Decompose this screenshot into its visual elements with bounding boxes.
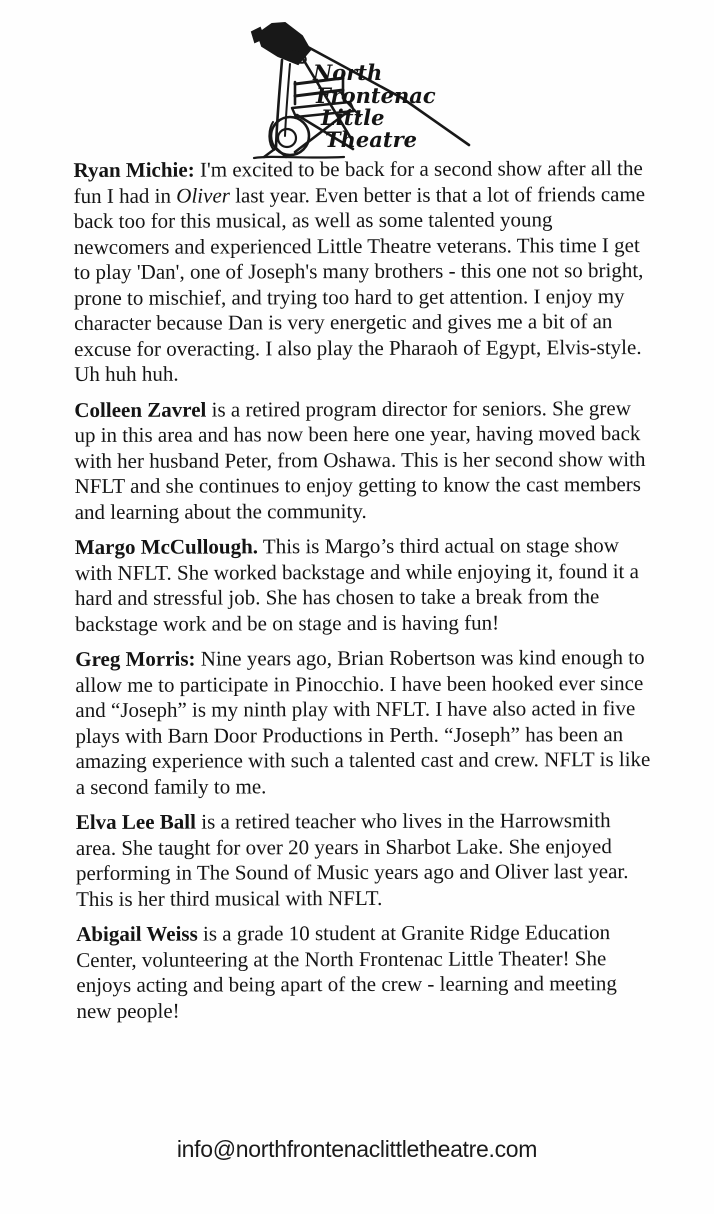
bio-name: Abigail Weiss [76, 921, 198, 947]
show-title-oliver: Oliver [176, 182, 230, 208]
bio-text: I'm excited to be back for a second show after all the fun I had in [73, 156, 643, 208]
bio-greg-morris [75, 645, 654, 800]
nflt-logo [240, 16, 490, 166]
bio-name: Margo McCullough. [74, 534, 259, 560]
bio-ryan-michie [73, 156, 652, 388]
bio-text: This is Margo’s third actual on stage show with NFLT. She worked backstage and while enjoying it, found it a hard and stressful job. She has chosen to take a break from the backstage work and be on stage and is having fun! [74, 533, 639, 636]
bio-name: Colleen Zavrel [74, 397, 207, 422]
bio-list [73, 156, 654, 1034]
logo-wordmark [312, 60, 436, 152]
bio-text: Nine years ago, Brian Robertson was kind enough to allow me to participate in Pinocchio. I have been hooked ever since and “Joseph” is my ninth play with NFLT. I have also acted in five plays with Barn Door Productions in Perth. “Joseph” has been an amazing experience with such a talented cast and crew. NFLT is like a second family to me. [75, 645, 651, 799]
bio-text: is a retired teacher who lives in the Harrowsmith area. She taught for over 20 years in Sharbot Lake. She enjoyed performing in The Sound of Music years ago and Oliver last year. This is her third musical with NFLT. [75, 808, 629, 911]
bio-text: is a grade 10 student at Granite Ridge Education Center, volunteering at the North Frontenac Little Theater! She enjoys acting and being apart of the crew - learning and meeting new people! [76, 920, 617, 1023]
logo-line-theatre: Theatre [325, 127, 417, 152]
logo-line-north: North [313, 60, 383, 85]
bio-margo-mccullough [75, 533, 653, 637]
bio-name: Elva Lee Ball [75, 809, 197, 835]
bio-name: Greg Morris: [75, 646, 196, 672]
bio-text: is a retired program director for seniors. She grew up in this area and has now been here one year, having moved back with her husband Peter, from Oshawa. This is her second show with NFLT and she continues to enjoy getting to know the cast members and learning about the community. [74, 395, 646, 524]
logo-line-little: Little [321, 105, 385, 130]
spotlight-icon [252, 23, 310, 65]
contact-email: info@northfrontenaclittletheatre.com [176, 1136, 538, 1162]
bio-name: Ryan Michie: [73, 157, 195, 183]
bio-elva-lee-ball [76, 808, 654, 912]
bio-text: last year. Even better is that a lot of friends came back too for this musical, as well as some talented young newcomers and experienced Little Theatre veterans. This time I get to play 'Dan', one of Joseph's many brothers - this one not so bright, prone to mischief, and trying too hard to get attention. I enjoy my character because Dan is very energetic and gives me a bit of an excuse for overacting. I also play the Pharaoh of Egypt, Elvis-style. Uh huh huh. [73, 181, 646, 387]
logo-line-frontenac: Frontenac [316, 83, 436, 108]
bio-colleen-zavrel [74, 395, 652, 525]
bio-abigail-weiss [76, 920, 654, 1024]
